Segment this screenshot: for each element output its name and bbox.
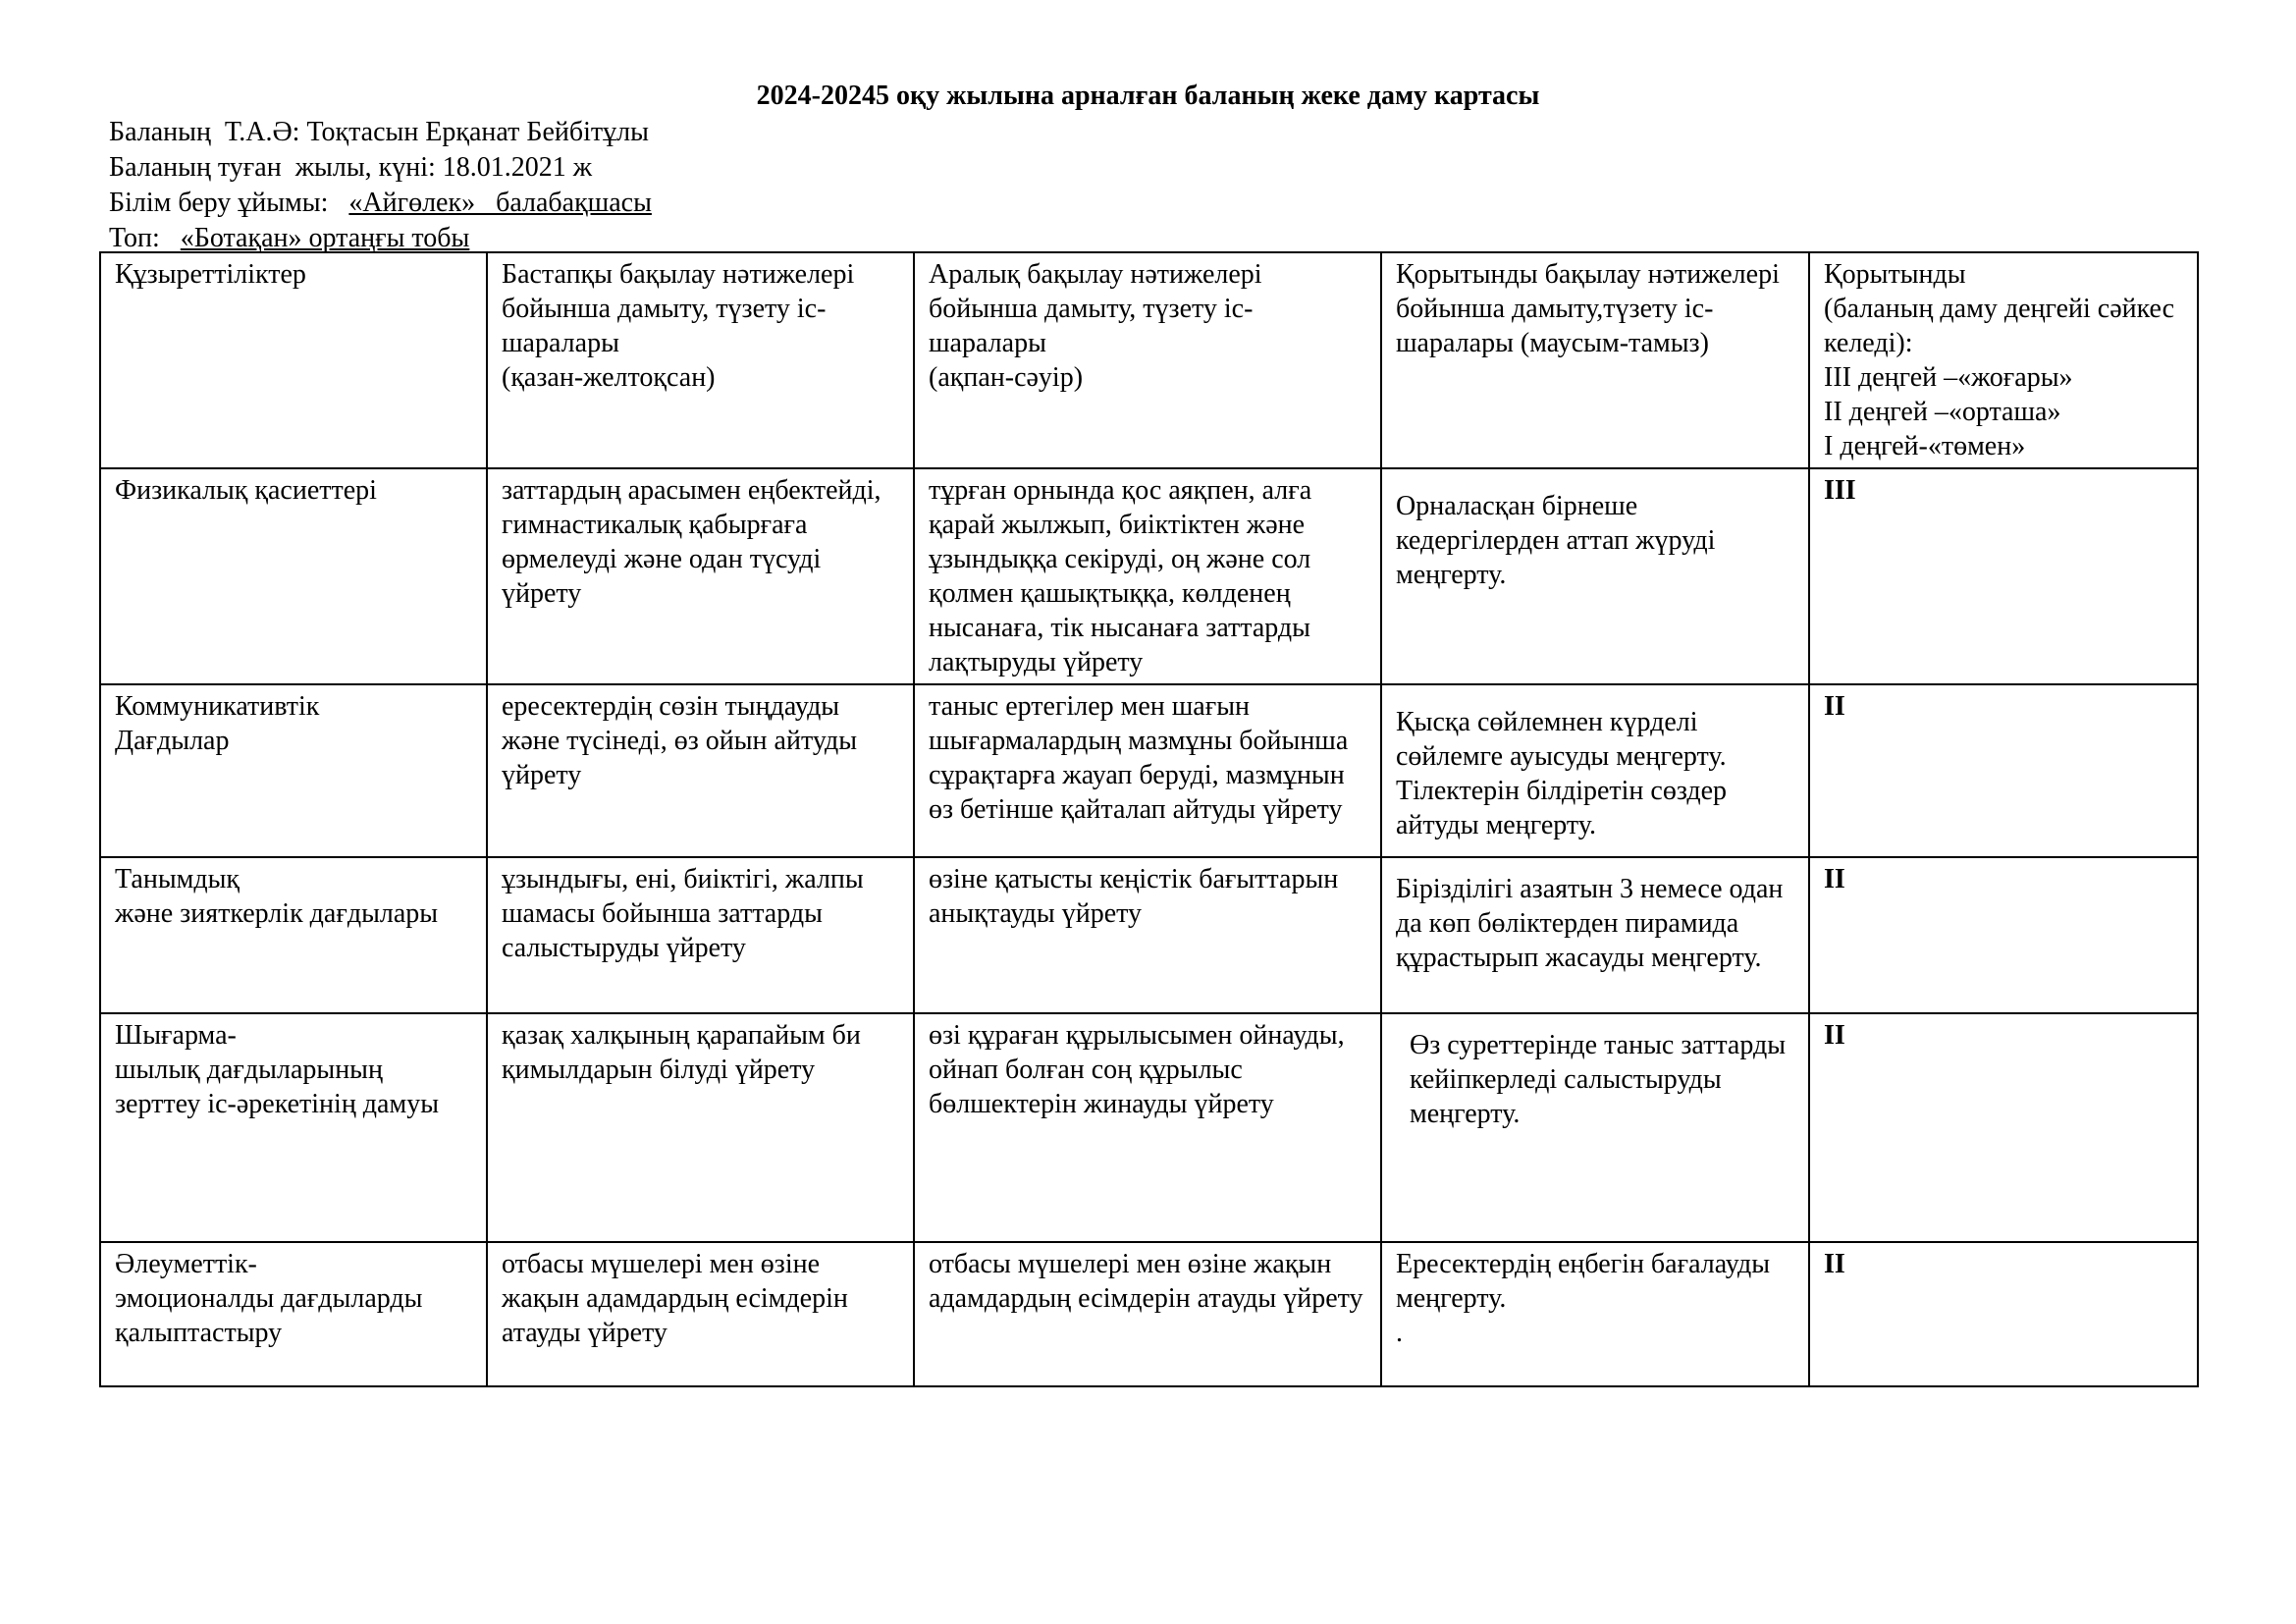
competency-cell: Шығарма- шылық дағдыларының зерттеу іс-әрекетінің дамуы <box>100 1013 487 1242</box>
final-cell: Өз суреттерінде таныс заттарды кейіпкерледі салыстыруды меңгерту. <box>1381 1013 1809 1242</box>
competency-cell: Танымдық және зияткерлік дағдылары <box>100 857 487 1013</box>
final-cell: Бірізділігі азаятын 3 немесе одан да көп бөліктерден пирамида құрастырып жасауды меңгерту. <box>1381 857 1809 1013</box>
intermediate-cell: өзіне қатысты кеңістік бағыттарын анықтауды үйрету <box>914 857 1381 1013</box>
final-cell: Ересектердің еңбегін бағалауды меңгерту. . <box>1381 1242 1809 1386</box>
table-row <box>100 1013 2198 1242</box>
initial-cell: ересектердің сөзін тыңдауды және түсінеді, өз ойын айтуды үйрету <box>487 684 914 857</box>
header-intermediate-control: Аралық бақылау нәтижелері бойынша дамыту, түзету іс-шаралары (ақпан-сәуір) <box>914 252 1381 468</box>
final-cell: Орналасқан бірнеше кедергілерден аттап жүруді меңгерту. <box>1381 468 1809 684</box>
table-row <box>100 857 2198 1013</box>
child-name-line <box>109 115 649 150</box>
intermediate-cell: таныс ертегілер мен шағын шығармалардың мазмұны бойынша сұрақтарға жауап беруді, мазмұнын өз бетінше қайталап айтуды үйрету <box>914 684 1381 857</box>
level-cell: II <box>1809 684 2198 857</box>
competency-cell: Коммуникативтік Дағдылар <box>100 684 487 857</box>
organization-label: Білім беру ұйымы: <box>109 188 349 218</box>
header-final-control: Қорытынды бақылау нәтижелері бойынша дамыту,түзету іс-шаралары (маусым-тамыз) <box>1381 252 1809 468</box>
table-row <box>100 1242 2198 1386</box>
table-row <box>100 684 2198 857</box>
document-title: 2024-20245 оқу жылына арналған баланың жеке даму картасы <box>756 81 1540 111</box>
table-header-row <box>100 252 2198 468</box>
table-row <box>100 468 2198 684</box>
initial-cell: ұзындығы, ені, биіктігі, жалпы шамасы бойынша заттарды салыстыруды үйрету <box>487 857 914 1013</box>
initial-cell: заттардың арасымен еңбектейді, гимнастикалық қабырғаға өрмелеуді және одан түсуді үйрету <box>487 468 914 684</box>
birth-date-label: Баланың туған жылы, күні: <box>109 152 443 183</box>
group-value: «Ботақан» ортаңғы тобы <box>180 223 470 253</box>
header-initial-control: Бастапқы бақылау нәтижелері бойынша дамыту, түзету іс-шаралары (қазан-желтоқсан) <box>487 252 914 468</box>
header-conclusion: Қорытынды (баланың даму деңгейі сәйкес келеді): III деңгей –«жоғары» II деңгей –«орташа» I деңгей-«төмен» <box>1809 252 2198 468</box>
intermediate-cell: отбасы мүшелері мен өзіне жақын адамдардың есімдерін атауды үйрету <box>914 1242 1381 1386</box>
final-cell: Қысқа сөйлемнен күрделі сөйлемге ауысуды меңгерту. Тілектерін білдіретін сөздер айтуды меңгерту. <box>1381 684 1809 857</box>
child-name-value: Тоқтасын Ерқанат Бейбітұлы <box>306 117 649 147</box>
intermediate-cell: тұрған орнында қос аяқпен, алға қарай жылжып, биіктіктен және ұзындыққа секіруді, оң және сол қолмен қашықтыққа, көлденең нысанаға, тік нысанаға заттарды лақтыруды үйрету <box>914 468 1381 684</box>
competency-cell: Физикалық қасиеттері <box>100 468 487 684</box>
child-name-label: Баланың Т.А.Ә: <box>109 117 307 147</box>
level-cell: II <box>1809 857 2198 1013</box>
birth-date-line <box>109 150 592 186</box>
header-competencies: Құзыреттіліктер <box>100 252 487 468</box>
level-cell: II <box>1809 1013 2198 1242</box>
intermediate-cell: өзі құраған құрылысымен ойнауды, ойнап болған соң құрылыс бөлшектерін жинауды үйрету <box>914 1013 1381 1242</box>
organization-value: «Айгөлек» балабақшасы <box>348 188 652 218</box>
level-cell: II <box>1809 1242 2198 1386</box>
level-cell: III <box>1809 468 2198 684</box>
competency-cell: Әлеуметтік- эмоционалды дағдыларды қалыптастыру <box>100 1242 487 1386</box>
initial-cell: отбасы мүшелері мен өзіне жақын адамдардың есімдерін атауды үйрету <box>487 1242 914 1386</box>
group-label: Топ: <box>109 223 181 253</box>
birth-date-value: 18.01.2021 ж <box>442 152 593 183</box>
organization-line <box>109 186 652 221</box>
initial-cell: қазақ халқының қарапайым би қимылдарын білуді үйрету <box>487 1013 914 1242</box>
development-table <box>99 251 2199 1387</box>
